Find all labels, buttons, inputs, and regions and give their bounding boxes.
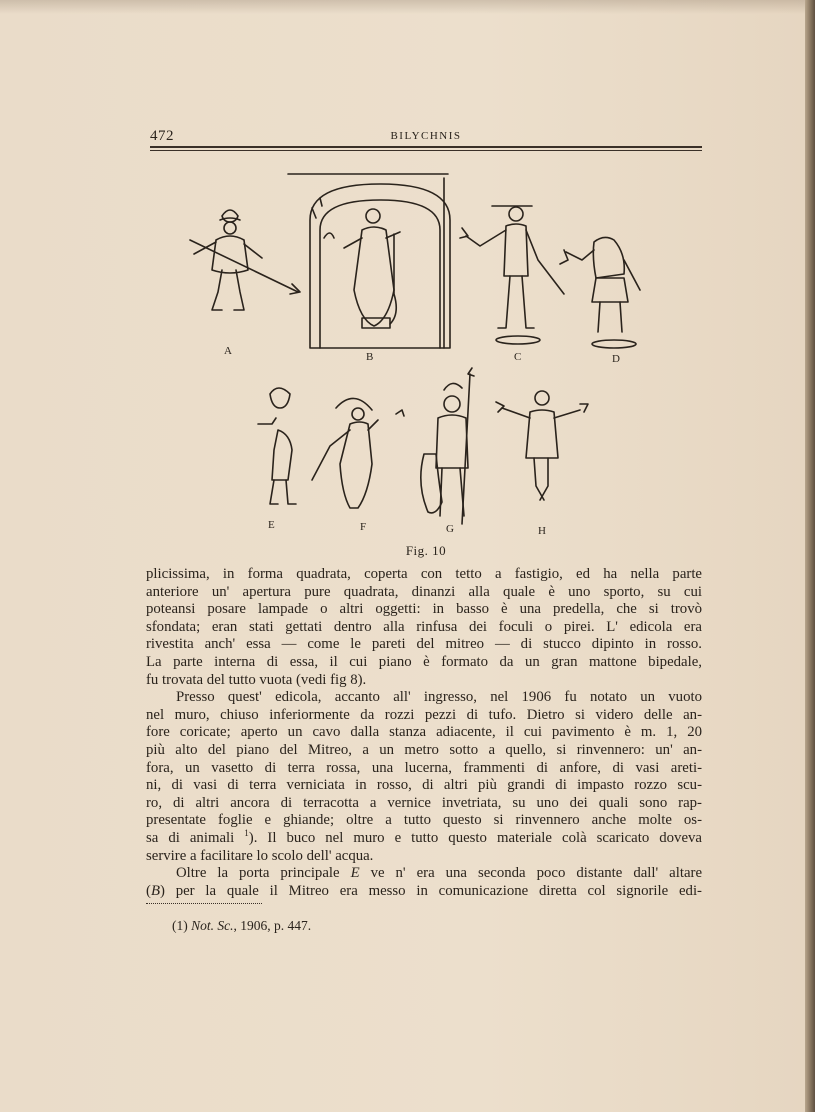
label-h: H (538, 525, 546, 537)
figure-b-aedicula (288, 174, 450, 348)
text-fragment: sa di animali (146, 829, 235, 846)
text-line: La parte interna di essa, il cui piano è formato da un gran mattone bipedale, (146, 653, 702, 670)
page-top-shadow (0, 0, 805, 14)
text-line: rivestita anch' essa — come le pareti del mitreo — di stucco dipinto in rosso. (146, 636, 702, 653)
label-c: C (514, 351, 522, 363)
figure-c-nude (460, 206, 564, 344)
header-rule-thick (150, 146, 702, 148)
text-line: servire a facilitare lo scolo dell' acqua. (146, 847, 374, 864)
text-line (146, 883, 702, 901)
label-g: G (446, 523, 454, 535)
paragraph-1 (146, 566, 702, 689)
figure-10 (180, 168, 680, 540)
label-b: B (366, 351, 374, 363)
label-d: D (612, 353, 620, 365)
text-fragment: Oltre la porta principale (176, 865, 340, 882)
header-rule-thin (150, 150, 702, 151)
label-a: A (224, 345, 232, 357)
text-line: fore coricate; aperto un cavo dalla stanza adiacente, il cui pavimento è m. 1, 20 (146, 724, 702, 741)
figure-a-warrior (190, 210, 300, 310)
text-fragment: ) per la quale il Mitreo era messo in comunicazione diretta col signorile edi- (159, 882, 702, 899)
text-line: più alto del piano del Mitreo, a un metro sotto a quello, si rinvennero: un' an- (146, 741, 702, 758)
italic-letter: E (350, 865, 360, 882)
paragraph-3 (146, 865, 702, 900)
text-line: fora, un vasetto di terra rossa, una lucerna, frammenti di anfore, di vasi areti- (146, 759, 702, 776)
figure-e (258, 388, 296, 504)
text-line: fu trovata del tutto vuota (vedi fig 8). (146, 671, 367, 688)
figure-g-staff (421, 368, 474, 524)
footnote-number: (1) (172, 918, 188, 933)
body-text (146, 566, 702, 900)
figure-drawing (180, 168, 680, 540)
italic-letter: B (150, 882, 160, 899)
text-line: sfondata; eran stati gettati dentro alla rinfusa dei foculi o pirei. L' edicola era (146, 618, 702, 635)
text-line (146, 827, 702, 848)
text-line: ni, di vasi di terra verniciata in rosso, di altri più grandi di impasto rozzo scu- (146, 777, 702, 794)
footnote (172, 918, 311, 934)
text-line: Presso quest' edicola, accanto all' ingresso, nel 1906 fu notato un vuoto (176, 689, 702, 706)
text-fragment: ( (146, 882, 151, 899)
paragraph-2 (146, 689, 702, 865)
label-e: E (268, 519, 275, 531)
text-line: anteriore un' apertura pure quadrata, dinanzi alla quale è uno sporto, su cui (146, 583, 702, 600)
figure-d-draped (560, 237, 640, 348)
text-line: ro, di altri ancora di terracotta a vernice invetriata, su uno dei quali sono rap- (146, 794, 702, 811)
footnote-rest: , 1906, p. 447. (233, 918, 312, 933)
figure-caption: Fig. 10 (405, 543, 447, 558)
running-title: BILYCHNIS (390, 130, 462, 142)
text-line (146, 865, 702, 883)
text-line: poteansi posare lampade o altri oggetti: in basso è una predella, che si trovò (146, 601, 702, 618)
page-edge (805, 0, 815, 1112)
footnote-source: Not. Sc. (191, 918, 234, 933)
text-line: nel muro, chiuso inferiormente da rozzi pezzi di tufo. Dietro si videro delle an- (146, 706, 702, 723)
label-f: F (360, 521, 367, 533)
text-line: plicissima, in forma quadrata, coperta con tetto a fastigio, ed ha nella parte (146, 566, 702, 582)
footnote-ref: 1 (244, 827, 249, 838)
figure-h-dancer (496, 391, 588, 500)
text-fragment: ). Il buco nel muro e tutto questo materiale colà scaricato doveva (248, 829, 702, 846)
text-fragment: ve n' era una seconda poco distante dall' altare (370, 865, 703, 882)
figure-f-dancer (312, 398, 404, 508)
page-number: 472 (150, 128, 174, 144)
footnote-separator (146, 903, 262, 904)
text-line: presentate foglie e ghiande; oltre a tutto questo si rinvennero anche molte os- (146, 812, 702, 829)
